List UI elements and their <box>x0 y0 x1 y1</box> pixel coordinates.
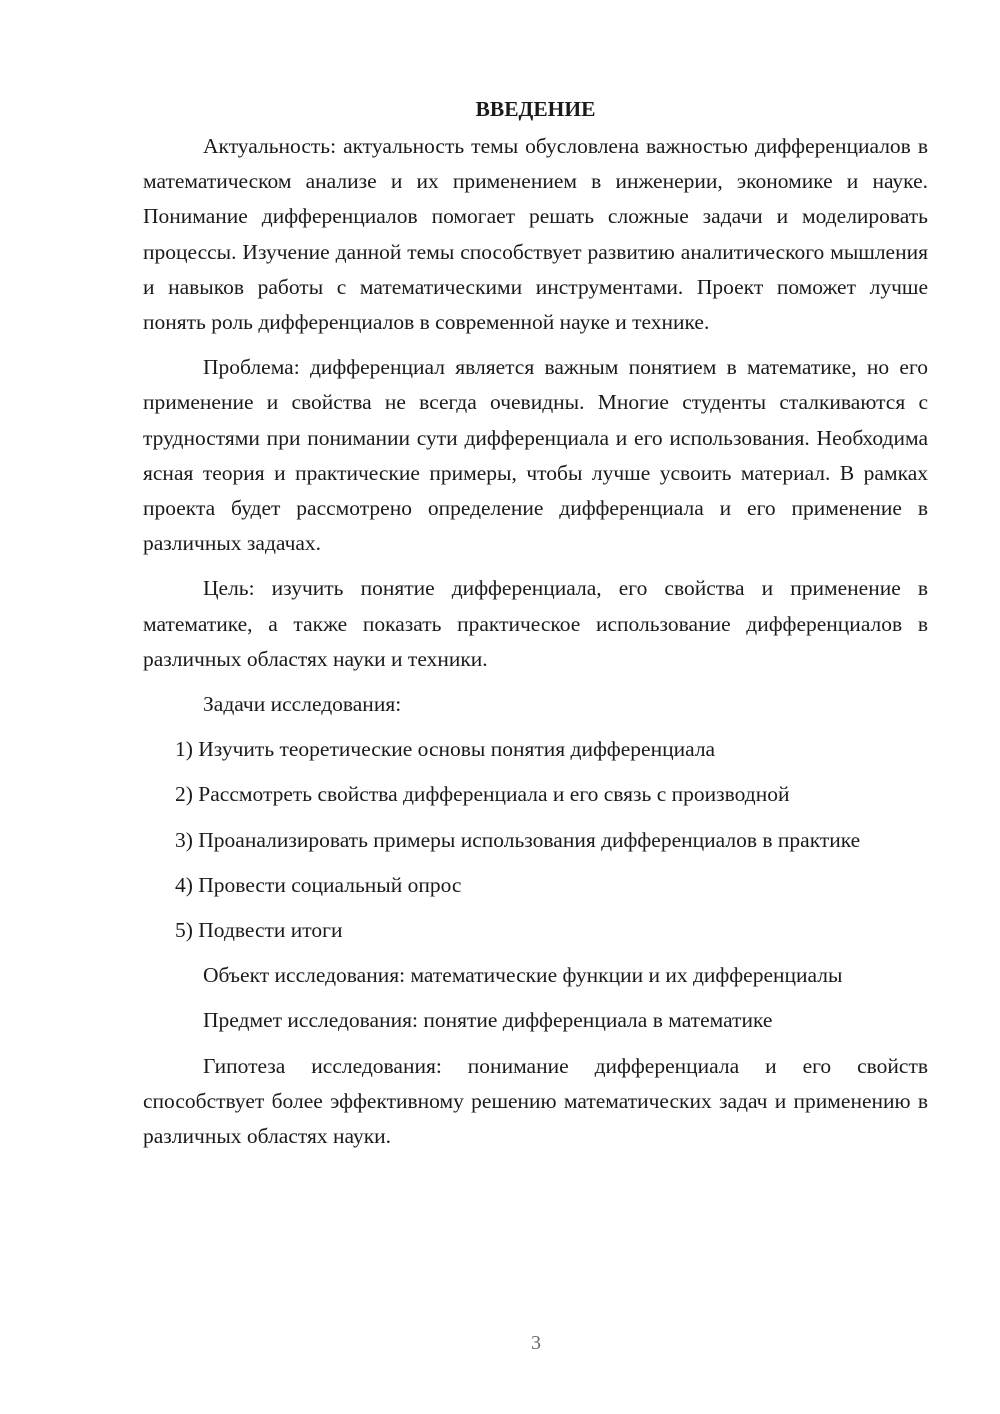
hypothesis-paragraph: Гипотеза исследования: понимание дифференциала и его свойств способствует более эффективному решению математических задач и применению в различных областях науки. <box>143 1053 928 1149</box>
goal-paragraph: Цель: изучить понятие дифференциала, его свойства и применение в математике, а также показать практическое использование дифференциалов в различных областях науки и техники. <box>143 576 928 671</box>
task-item-3: 3) Проанализировать примеры использования дифференциалов в практике <box>175 827 861 852</box>
object-paragraph: Объект исследования: математические функции и их дифференциалы <box>203 963 843 988</box>
task-item-1: 1) Изучить теоретические основы понятия дифференциала <box>175 737 716 762</box>
task-item-5: 5) Подвести итоги <box>175 918 343 943</box>
page-title: ВВЕДЕНИЕ <box>475 97 596 121</box>
document-page <box>143 92 928 1154</box>
page-number: 3 <box>531 1332 541 1354</box>
problem-paragraph: Проблема: дифференциал является важным понятием в математике, но его применение и свойства не всегда очевидны. Многие студенты сталкиваются с трудностями при понимании сути дифференциала и его использования. Необходима ясная теория и практические примеры, чтобы лучше усвоить материал. В рамках проекта будет рассмотрено определение дифференциала и его применение в различных задачах. <box>143 355 928 556</box>
task-item-4: 4) Провести социальный опрос <box>175 872 462 897</box>
subject-paragraph: Предмет исследования: понятие дифференциала в математике <box>203 1008 773 1033</box>
tasks-heading: Задачи исследования: <box>203 692 402 717</box>
relevance-paragraph: Актуальность: актуальность темы обусловлена важностью дифференциалов в математическом анализе и их применением в инженерии, экономике и науке. Понимание дифференциалов помогает решать сложные задачи и моделировать процессы. Изучение данной темы способствует развитию аналитического мышления и навыков работы с математическими инструментами. Проект поможет лучше понять роль дифференциалов в современной науке и технике. <box>143 134 928 335</box>
task-item-2: 2) Рассмотреть свойства дифференциала и его связь с производной <box>175 782 790 807</box>
